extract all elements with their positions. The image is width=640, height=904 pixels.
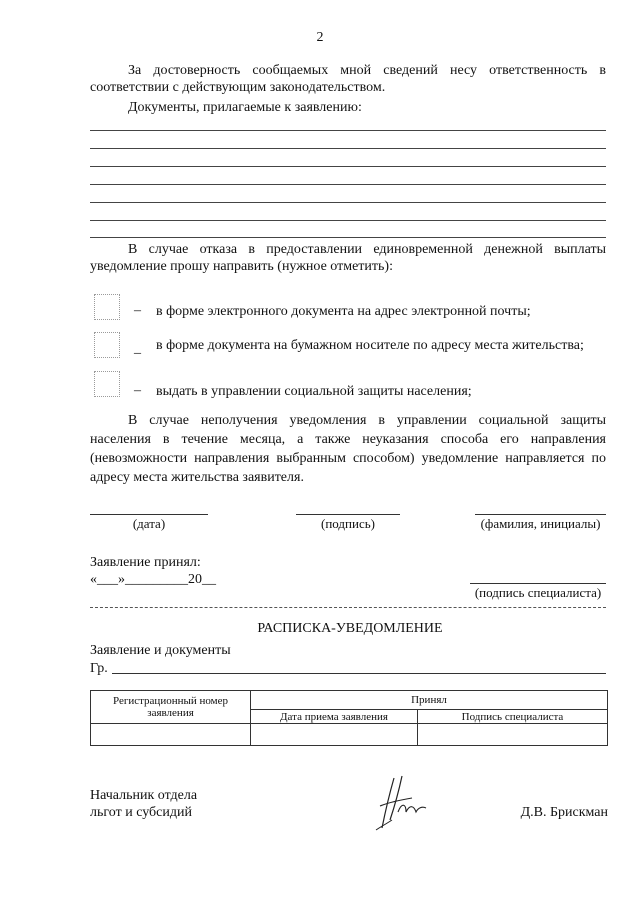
email-option-checkbox[interactable] bbox=[94, 294, 120, 320]
paper-option-label: в форме документа на бумажном носителе по адресу места жительства; bbox=[156, 338, 584, 353]
receipt-docs-label: Заявление и документы bbox=[90, 643, 231, 658]
date-caption: (дата) bbox=[132, 516, 166, 531]
page-number: 2 bbox=[316, 30, 324, 45]
accepted-header: Принял bbox=[251, 691, 608, 710]
refusal-paragraph: В случае отказа в предоставлении единовременной денежной выплаты уведомление прошу направить (нужное отметить): bbox=[90, 242, 606, 274]
email-option-label: в форме электронного документа на адрес электронной почты; bbox=[156, 304, 531, 319]
documents-line[interactable] bbox=[90, 237, 606, 238]
signatory-name: Д.В. Брискман bbox=[520, 805, 608, 820]
documents-line[interactable] bbox=[90, 166, 606, 167]
position-line2: льгот и субсидий bbox=[90, 805, 192, 820]
name-caption: (фамилия, инициалы) bbox=[480, 516, 601, 531]
receipt-citizen-label: Гр. bbox=[90, 661, 108, 676]
position-line1: Начальник отдела bbox=[90, 788, 198, 803]
option-dash: _ bbox=[134, 341, 141, 356]
citizen-name-line[interactable] bbox=[112, 673, 606, 674]
reg-number-header: Регистрационный номер заявления bbox=[91, 691, 251, 724]
specialist-signature-caption: (подпись специалиста) bbox=[474, 585, 602, 600]
in-person-option-label: выдать в управлении социальной защиты населения; bbox=[156, 384, 472, 399]
reg-number-cell[interactable] bbox=[91, 724, 251, 746]
option-dash: – bbox=[134, 383, 141, 398]
handwritten-signature bbox=[368, 772, 432, 836]
cut-line bbox=[90, 607, 606, 608]
date-header: Дата приема заявления bbox=[251, 710, 418, 724]
accepted-date[interactable]: «___»_________20__ bbox=[90, 572, 216, 587]
documents-line[interactable] bbox=[90, 130, 606, 131]
date-cell[interactable] bbox=[251, 724, 418, 746]
documents-label: Документы, прилагаемые к заявлению: bbox=[128, 100, 362, 115]
signature-caption: (подпись) bbox=[321, 516, 375, 531]
documents-line[interactable] bbox=[90, 202, 606, 203]
signature-cell[interactable] bbox=[418, 724, 608, 746]
signature-line[interactable] bbox=[296, 514, 400, 515]
date-line[interactable] bbox=[90, 514, 208, 515]
signature-header: Подпись специалиста bbox=[418, 710, 608, 724]
documents-line[interactable] bbox=[90, 184, 606, 185]
specialist-signature-line[interactable] bbox=[470, 583, 606, 584]
responsibility-paragraph: За достоверность сообщаемых мной сведений несу ответственность в соответствии с действующим законодательством. bbox=[90, 63, 606, 95]
accepted-label: Заявление принял: bbox=[90, 555, 201, 570]
in-person-option-checkbox[interactable] bbox=[94, 371, 120, 397]
paper-option-checkbox[interactable] bbox=[94, 332, 120, 358]
nonreceipt-paragraph: В случае неполучения уведомления в управлении социальной защиты населения в течение месяца, а также неуказания способа его направления (невозможности направления выбранным способом) уведомление направляется по адресу места жительства заявителя. bbox=[90, 413, 606, 485]
documents-line[interactable] bbox=[90, 220, 606, 221]
registration-table bbox=[90, 690, 608, 746]
option-dash: – bbox=[134, 303, 141, 318]
name-line[interactable] bbox=[475, 514, 606, 515]
documents-line[interactable] bbox=[90, 148, 606, 149]
receipt-title: РАСПИСКА-УВЕДОМЛЕНИЕ bbox=[257, 621, 443, 636]
